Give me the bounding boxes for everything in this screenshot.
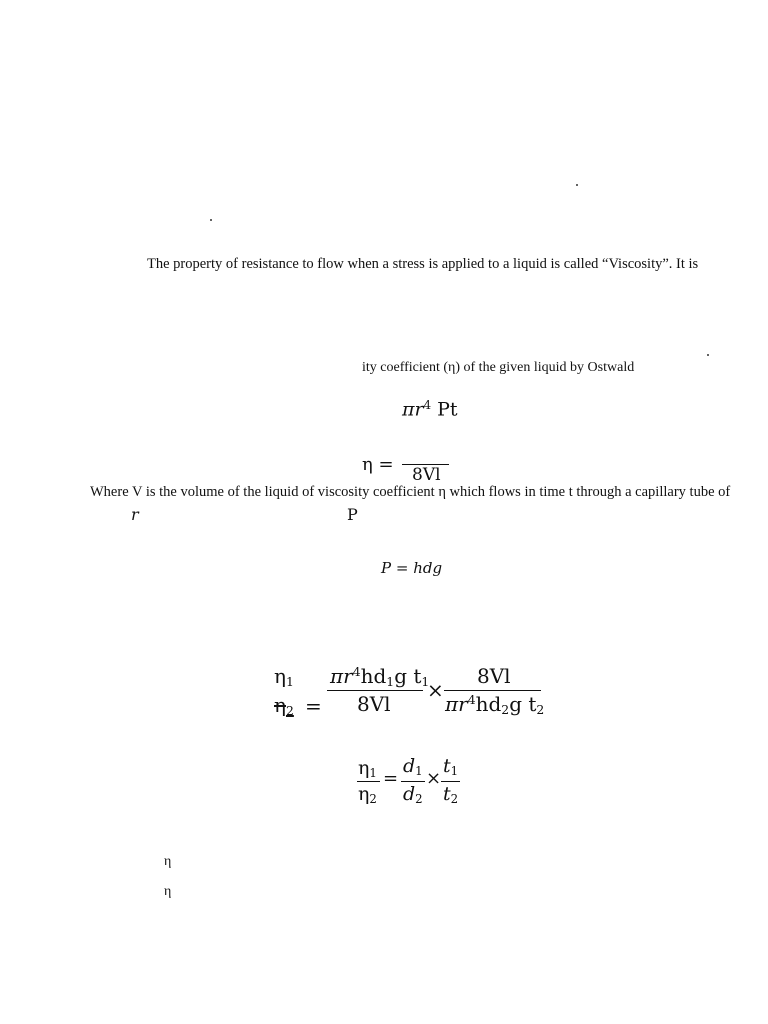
- symbol-r: r: [131, 505, 139, 524]
- eq1-pi-r: πr: [402, 398, 424, 421]
- eta-symbol-2: η: [164, 884, 172, 899]
- eq1-denominator: 8Vl: [412, 465, 441, 485]
- eq1-lhs: η =: [362, 454, 394, 475]
- eq3-frac1-numerator: [330, 664, 429, 689]
- eq4-eta2-symbol: η: [358, 783, 370, 805]
- eq1-pt: Pt: [431, 398, 458, 421]
- eq3-f2-exp: 4: [467, 692, 476, 708]
- eq3-eta1-symbol: η: [274, 664, 286, 688]
- eq3-frac2-denominator: [445, 692, 544, 717]
- speck-mark: [210, 219, 212, 221]
- eq4-t2-sub: 2: [450, 791, 459, 806]
- eq4-t2-symbol: t: [443, 783, 451, 805]
- eq3-f1-gt-sub: 1: [421, 674, 430, 690]
- eq3-f2-hd-sub: 2: [501, 702, 510, 718]
- eq4-d2-symbol: d: [403, 783, 416, 805]
- eq1-numerator: [402, 398, 458, 420]
- eq3-f1-hd-sub: 1: [386, 674, 395, 690]
- eq3-f2-gt-sub: 2: [536, 702, 545, 718]
- eq3-eta2: [274, 693, 294, 718]
- eq4-eta1: [358, 757, 377, 780]
- eq3-frac2-bar: [444, 690, 541, 691]
- eq4-t2: [443, 783, 458, 806]
- eq2-pressure: P = hdg: [381, 559, 443, 577]
- eq4-d1-symbol: d: [403, 755, 416, 777]
- eq1-exp: 4: [423, 398, 432, 412]
- intro-paragraph: The property of resistance to flow when a stress is applied to a liquid is called “Viscosity”. It is: [147, 256, 699, 272]
- eta-symbol-1: η: [164, 854, 172, 869]
- eq4-d1-sub: 1: [415, 763, 423, 778]
- eq4-frac-d-bar: [401, 781, 425, 782]
- eq3-f1-pi-r: πr: [330, 664, 353, 688]
- speck-mark: [576, 184, 578, 186]
- eq4-eta1-sub: 1: [369, 765, 377, 780]
- eq3-times: ×: [427, 678, 444, 702]
- eq3-frac2-numerator: 8Vl: [477, 664, 511, 688]
- aim-fragment: ity coefficient (η) of the given liquid by Ostwald: [362, 360, 635, 375]
- eq3-frac1-denominator: 8Vl: [357, 692, 391, 716]
- eq4-eta2-sub: 2: [369, 791, 377, 806]
- eq4-d1: [403, 755, 423, 778]
- eq4-eta2: [358, 783, 377, 806]
- eq4-frac-t-bar: [441, 781, 460, 782]
- eq3-f1-gt: g t: [394, 664, 422, 688]
- eq4-t1: [443, 755, 458, 778]
- eq4-d2: [403, 783, 423, 806]
- speck-mark: [707, 354, 709, 356]
- eq3-frac1-bar: [327, 690, 423, 691]
- eq4-t1-sub: 1: [450, 763, 459, 778]
- where-paragraph: Where V is the volume of the liquid of viscosity coefficient η which flows in time t through a capillary tube of: [90, 484, 731, 500]
- eq3-eta1: [274, 664, 294, 689]
- eq3-f2-gt: g t: [509, 692, 537, 716]
- eq3-f1-hd: hd: [360, 664, 387, 688]
- eq3-eta1-sub: 1: [285, 674, 294, 690]
- eq4-t1-symbol: t: [443, 755, 451, 777]
- symbol-P: P: [347, 505, 358, 524]
- eq4-frac-eta-bar: [357, 781, 380, 782]
- eq3-eta2-sub: 2: [285, 703, 294, 719]
- eq3-f1-exp: 4: [352, 664, 361, 680]
- eq4-eta1-symbol: η: [358, 757, 370, 779]
- eq3-eta2-symbol: η: [274, 693, 286, 717]
- eq4-times: ×: [426, 768, 442, 789]
- eq3-equals: =: [305, 694, 322, 718]
- eq4-equals: =: [383, 768, 399, 789]
- eq3-f2-hd: hd: [475, 692, 502, 716]
- eq3-f2-pi-r: πr: [445, 692, 468, 716]
- eq4-d2-sub: 2: [415, 791, 423, 806]
